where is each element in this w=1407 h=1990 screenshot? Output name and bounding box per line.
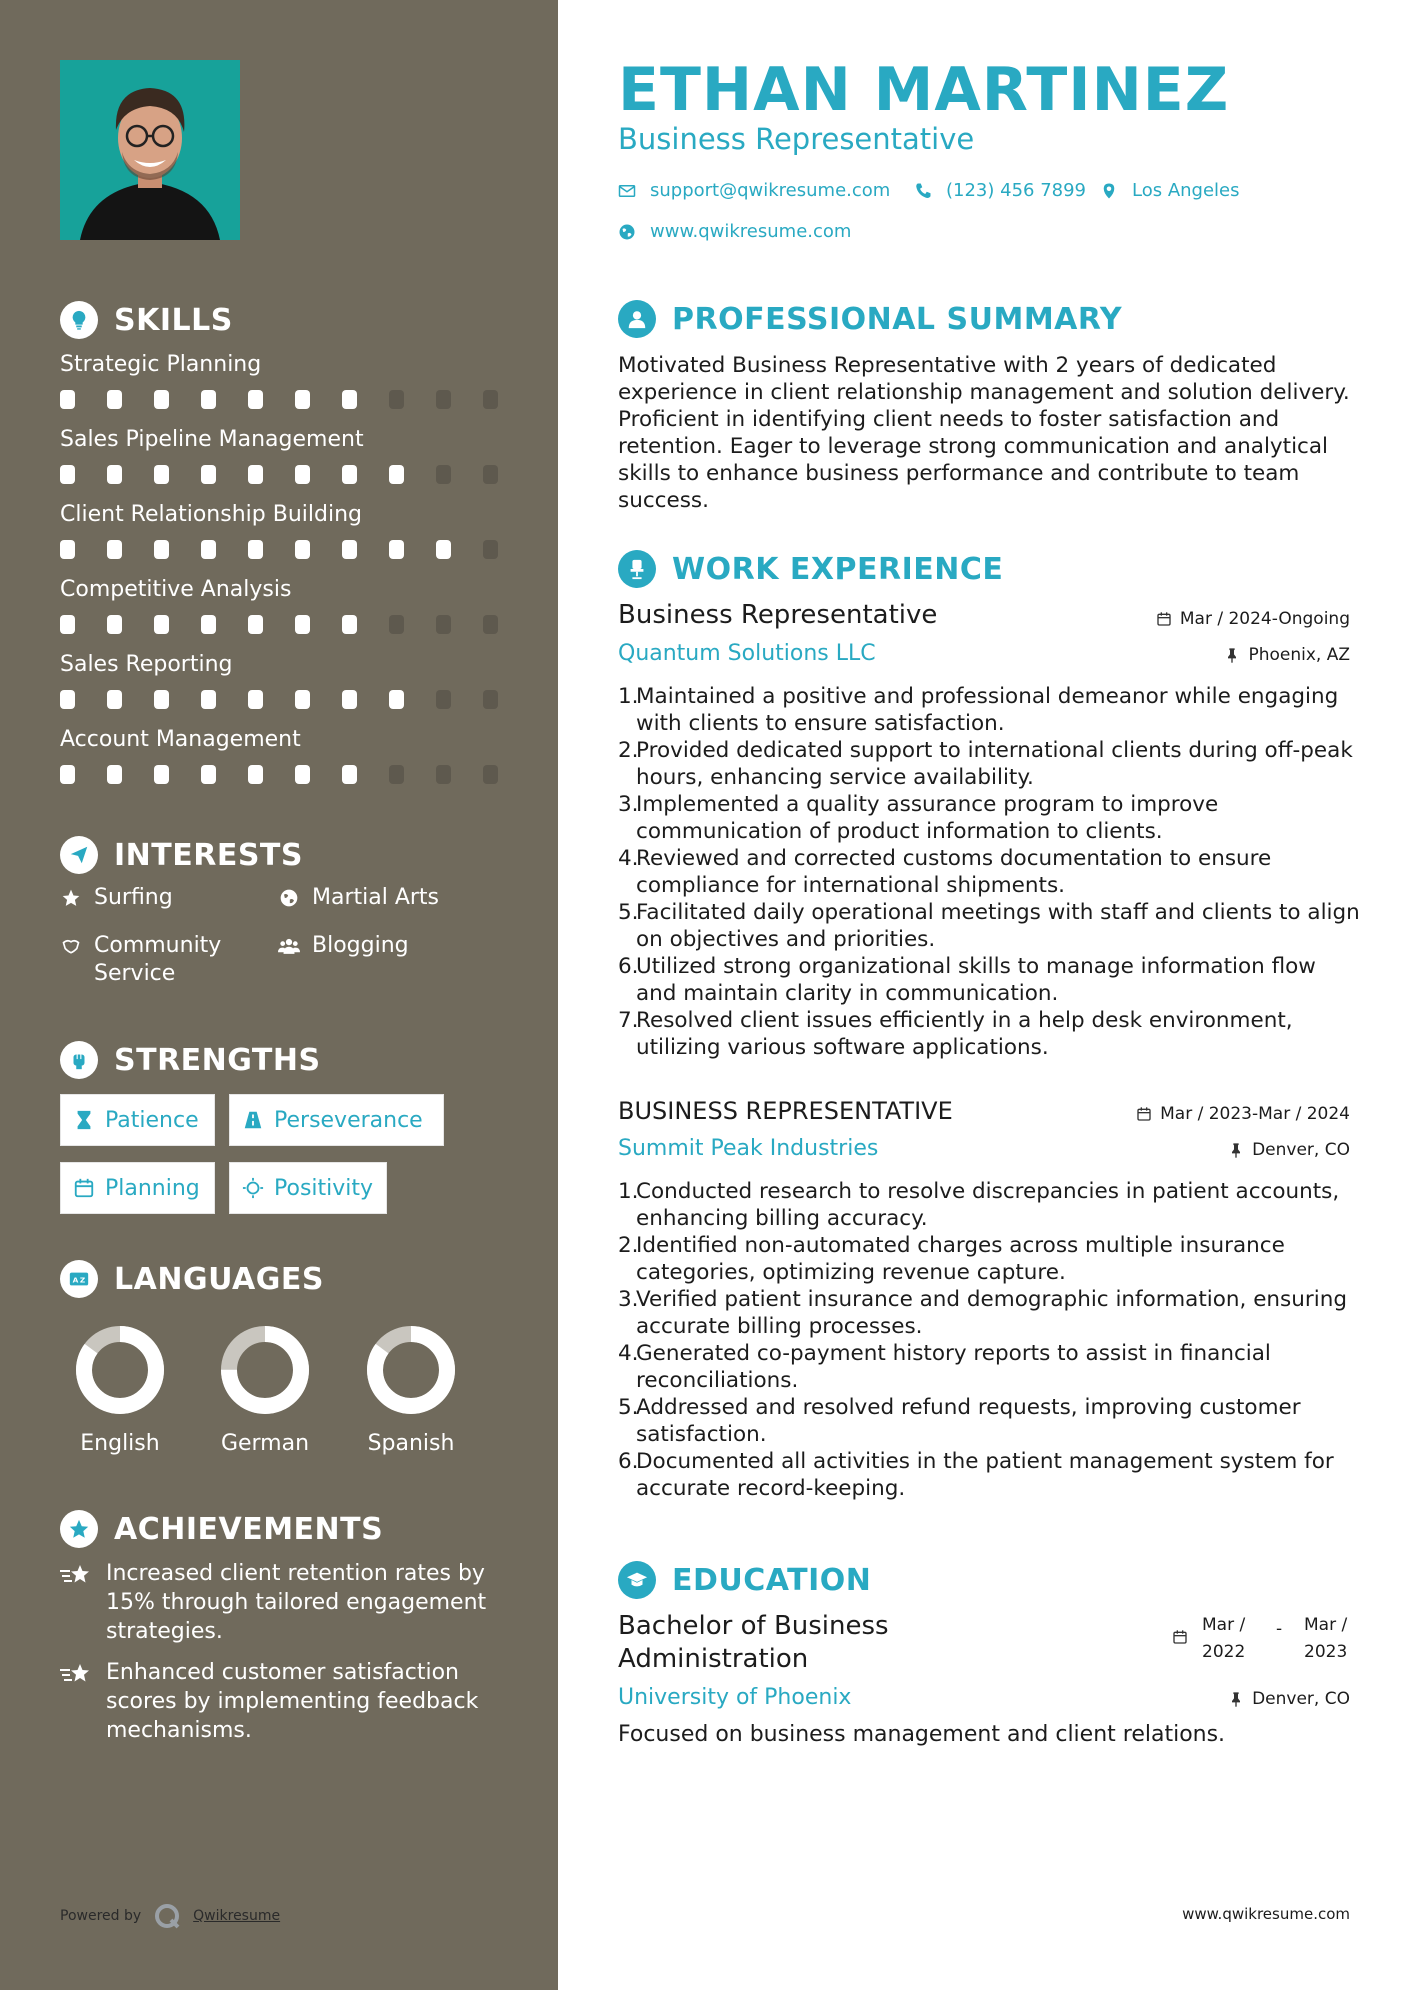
skill-dot <box>248 765 263 784</box>
handshake-icon <box>60 932 82 960</box>
skill-dot <box>248 465 263 484</box>
skill-dot <box>60 540 75 559</box>
skill-name: Competitive Analysis <box>60 577 292 602</box>
school-name: University of Phoenix <box>618 1685 852 1710</box>
skill-dot <box>60 390 75 409</box>
skill-dot <box>483 690 498 709</box>
skill-dot <box>483 465 498 484</box>
shooting-star-icon <box>60 1658 96 1745</box>
powered-by: Powered by Qwikresume <box>60 1902 280 1930</box>
skill-rating <box>60 465 530 484</box>
candidate-title: Business Representative <box>618 122 975 156</box>
job-bullet: 2. Identified non-automated charges across multiple insurance categories, optimizing revenue capture. <box>618 1233 1285 1285</box>
candidate-name: ETHAN MARTINEZ <box>618 55 1230 125</box>
skill-dot <box>154 390 169 409</box>
profile-photo <box>60 60 240 240</box>
skill-dot <box>107 540 122 559</box>
user-icon <box>618 300 656 338</box>
strength-badge: Perseverance <box>229 1094 444 1146</box>
road-icon <box>242 1109 264 1131</box>
interest-item: Blogging <box>278 932 409 960</box>
skill-dot <box>201 465 216 484</box>
skill-rating <box>60 615 530 634</box>
degree: Bachelor of Business Administration <box>618 1611 889 1674</box>
skill-dot <box>389 765 404 784</box>
interest-item: Surfing <box>60 884 173 912</box>
skill-dot <box>248 690 263 709</box>
language-name: English <box>80 1431 160 1456</box>
skill-dot <box>107 615 122 634</box>
skill-rating <box>60 765 530 784</box>
calendar-icon <box>1172 1629 1188 1645</box>
job-bullet: 7. Resolved client issues efficiently in a help desk environment, utilizing various software applications. <box>618 1008 1293 1060</box>
calendar-icon <box>1156 611 1172 627</box>
skill-name: Sales Pipeline Management <box>60 427 364 452</box>
qwikresume-logo-icon <box>153 1902 181 1930</box>
achievement-item: Enhanced customer satisfaction scores by implementing feedback mechanisms. <box>60 1658 500 1745</box>
experience-heading: WORK EXPERIENCE <box>618 550 1003 588</box>
skill-dot <box>483 540 498 559</box>
skill-dot <box>436 615 451 634</box>
skill-name: Client Relationship Building <box>60 502 362 527</box>
calendar-icon <box>73 1177 95 1199</box>
skill-dot <box>107 690 122 709</box>
job-bullet: 6. Utilized strong organizational skills to manage information flow and maintain clarity in communication. <box>618 954 1316 1006</box>
skill-dot <box>60 765 75 784</box>
skill-dot <box>436 390 451 409</box>
skills-heading: SKILLS <box>60 301 233 339</box>
skill-dot <box>483 615 498 634</box>
skill-dot <box>342 765 357 784</box>
skill-dot <box>60 615 75 634</box>
interests-heading: INTERESTS <box>60 836 303 874</box>
skill-dot <box>342 690 357 709</box>
achievement-item: Increased client retention rates by 15% through tailored engagement strategies. <box>60 1559 500 1646</box>
skill-name: Sales Reporting <box>60 652 233 677</box>
skill-dot <box>295 540 310 559</box>
job-bullet: 1. Conducted research to resolve discrepancies in patient accounts, enhancing billing accuracy. <box>618 1179 1340 1231</box>
education-location: Denver, CO <box>1228 1689 1350 1709</box>
interest-item: Martial Arts <box>278 884 439 912</box>
achievements-heading: ACHIEVEMENTS <box>60 1510 383 1548</box>
translate-icon <box>60 1260 98 1298</box>
job-bullet: 4. Reviewed and corrected customs documentation to ensure compliance for international shipments. <box>618 846 1272 898</box>
skill-dot <box>60 690 75 709</box>
globe-icon <box>618 223 636 241</box>
skill-dot <box>107 465 122 484</box>
skill-dot <box>295 390 310 409</box>
strength-badge: Planning <box>60 1162 215 1214</box>
strength-badge: Patience <box>60 1094 215 1146</box>
strength-badge: Positivity <box>229 1162 387 1214</box>
skill-rating <box>60 390 530 409</box>
interest-item: Community Service <box>60 932 260 988</box>
summary-heading: PROFESSIONAL SUMMARY <box>618 300 1122 338</box>
languages-heading: A Z LANGUAGES <box>60 1260 324 1298</box>
skill-dot <box>248 540 263 559</box>
pushpin-icon <box>1224 647 1240 663</box>
skill-dot <box>436 465 451 484</box>
skill-dot <box>295 690 310 709</box>
skill-dot <box>154 765 169 784</box>
main-content <box>558 0 1407 1990</box>
job-bullet: 4. Generated co-payment history reports to assist in financial reconciliations. <box>618 1341 1271 1393</box>
skill-dot <box>342 390 357 409</box>
job-bullet: 5. Facilitated daily operational meetings with staff and clients to align on objectives and priorities. <box>618 900 1360 952</box>
skill-rating <box>60 690 530 709</box>
sidebar <box>0 0 558 1990</box>
hourglass-icon <box>73 1109 95 1131</box>
skill-dot <box>248 615 263 634</box>
skill-dot <box>107 765 122 784</box>
job-bullets <box>618 1178 1363 1502</box>
job-bullet: 2. Provided dedicated support to international clients during off-peak hours, enhancing service availability. <box>618 738 1353 790</box>
contact-phone[interactable]: (123) 456 7899 <box>914 180 1086 201</box>
skill-dot <box>154 615 169 634</box>
contact-website[interactable]: www.qwikresume.com <box>618 221 851 242</box>
education-description: Focused on business management and client relations. <box>618 1722 1226 1747</box>
job-bullets <box>618 683 1363 1061</box>
star-icon <box>60 884 82 912</box>
skill-dot <box>389 615 404 634</box>
calendar-icon <box>1136 1106 1152 1122</box>
skill-dot <box>154 465 169 484</box>
job-company: Quantum Solutions LLC <box>618 641 876 666</box>
skill-dot <box>342 540 357 559</box>
skill-dot <box>342 615 357 634</box>
phone-icon <box>914 182 932 200</box>
users-icon <box>278 932 300 960</box>
language-donut <box>366 1325 456 1415</box>
paper-plane-icon <box>60 836 98 874</box>
lightbulb-icon <box>60 301 98 339</box>
skill-dot <box>389 690 404 709</box>
summary-text: Motivated Business Representative with 2 years of dedicated experience in client relationship management and solution delivery. Proficient in identifying client needs to foster satisfaction and retention. Eager to leverage strong communication and analytical skills to enhance business performance and contribute to team success. <box>618 353 1350 513</box>
job-bullet: 6. Documented all activities in the patient management system for accurate record-keeping. <box>618 1449 1334 1501</box>
skill-dot <box>154 540 169 559</box>
fist-icon <box>60 1041 98 1079</box>
skill-dot <box>201 390 216 409</box>
qwikresume-link[interactable]: Qwikresume <box>193 1908 281 1924</box>
skill-dot <box>389 540 404 559</box>
skill-dot <box>436 765 451 784</box>
job-bullet: 1. Maintained a positive and professional demeanor while engaging with clients to ensure satisfaction. <box>618 684 1339 736</box>
job-company: Summit Peak Industries <box>618 1136 879 1161</box>
skill-dot <box>154 690 169 709</box>
skill-dot <box>483 390 498 409</box>
skill-dot <box>295 615 310 634</box>
language-name: Spanish <box>367 1431 455 1456</box>
skill-dot <box>295 465 310 484</box>
graduation-cap-icon <box>618 1561 656 1599</box>
job-location: Denver, CO <box>1228 1140 1350 1160</box>
job-bullet: 3. Implemented a quality assurance program to improve communication of product information to clients. <box>618 792 1219 844</box>
skill-dot <box>436 540 451 559</box>
envelope-icon <box>618 182 636 200</box>
skill-dot <box>295 765 310 784</box>
job-bullet: 5. Addressed and resolved refund requests, improving customer satisfaction. <box>618 1395 1301 1447</box>
skill-dot <box>60 465 75 484</box>
language-item <box>205 1325 325 1456</box>
footer-url[interactable]: www.qwikresume.com <box>1182 1905 1350 1923</box>
skill-dot <box>483 765 498 784</box>
chair-icon <box>618 550 656 588</box>
education-heading: EDUCATION <box>618 1561 871 1599</box>
strengths-heading: STRENGTHS <box>60 1041 321 1079</box>
shooting-star-icon <box>60 1559 96 1646</box>
skill-dot <box>389 390 404 409</box>
pushpin-icon <box>1228 1691 1244 1707</box>
language-donut <box>220 1325 310 1415</box>
job-role: Business Representative <box>618 600 938 630</box>
language-item <box>60 1325 180 1456</box>
skill-dot <box>201 690 216 709</box>
pushpin-icon <box>1228 1142 1244 1158</box>
education-dates: Mar / 2022 - Mar / 2023 <box>1172 1612 1350 1666</box>
svg-text:A: A <box>72 1275 79 1285</box>
job-dates: Mar / 2023-Mar / 2024 <box>1136 1104 1350 1124</box>
globe-icon <box>278 884 300 912</box>
skill-dot <box>436 690 451 709</box>
sun-icon <box>242 1177 264 1199</box>
skill-name: Strategic Planning <box>60 352 262 377</box>
skill-dot <box>107 390 122 409</box>
star-badge-icon <box>60 1510 98 1548</box>
map-pin-icon <box>1100 182 1118 200</box>
skill-name: Account Management <box>60 727 301 752</box>
skill-dot <box>201 540 216 559</box>
skill-dot <box>389 465 404 484</box>
job-dates: Mar / 2024-Ongoing <box>1156 609 1350 629</box>
contact-email[interactable]: support@qwikresume.com <box>618 180 890 201</box>
skill-dot <box>248 390 263 409</box>
skill-dot <box>201 615 216 634</box>
language-item <box>351 1325 471 1456</box>
skill-dot <box>342 465 357 484</box>
skill-rating <box>60 540 530 559</box>
job-bullet: 3. Verified patient insurance and demographic information, ensuring accurate billing processes. <box>618 1287 1347 1339</box>
job-location: Phoenix, AZ <box>1224 645 1350 665</box>
skill-dot <box>201 765 216 784</box>
job-role: BUSINESS REPRESENTATIVE <box>618 1097 953 1125</box>
language-donut <box>75 1325 165 1415</box>
contact-location: Los Angeles <box>1100 180 1240 201</box>
language-name: German <box>220 1431 310 1456</box>
svg-text:Z: Z <box>79 1275 86 1285</box>
